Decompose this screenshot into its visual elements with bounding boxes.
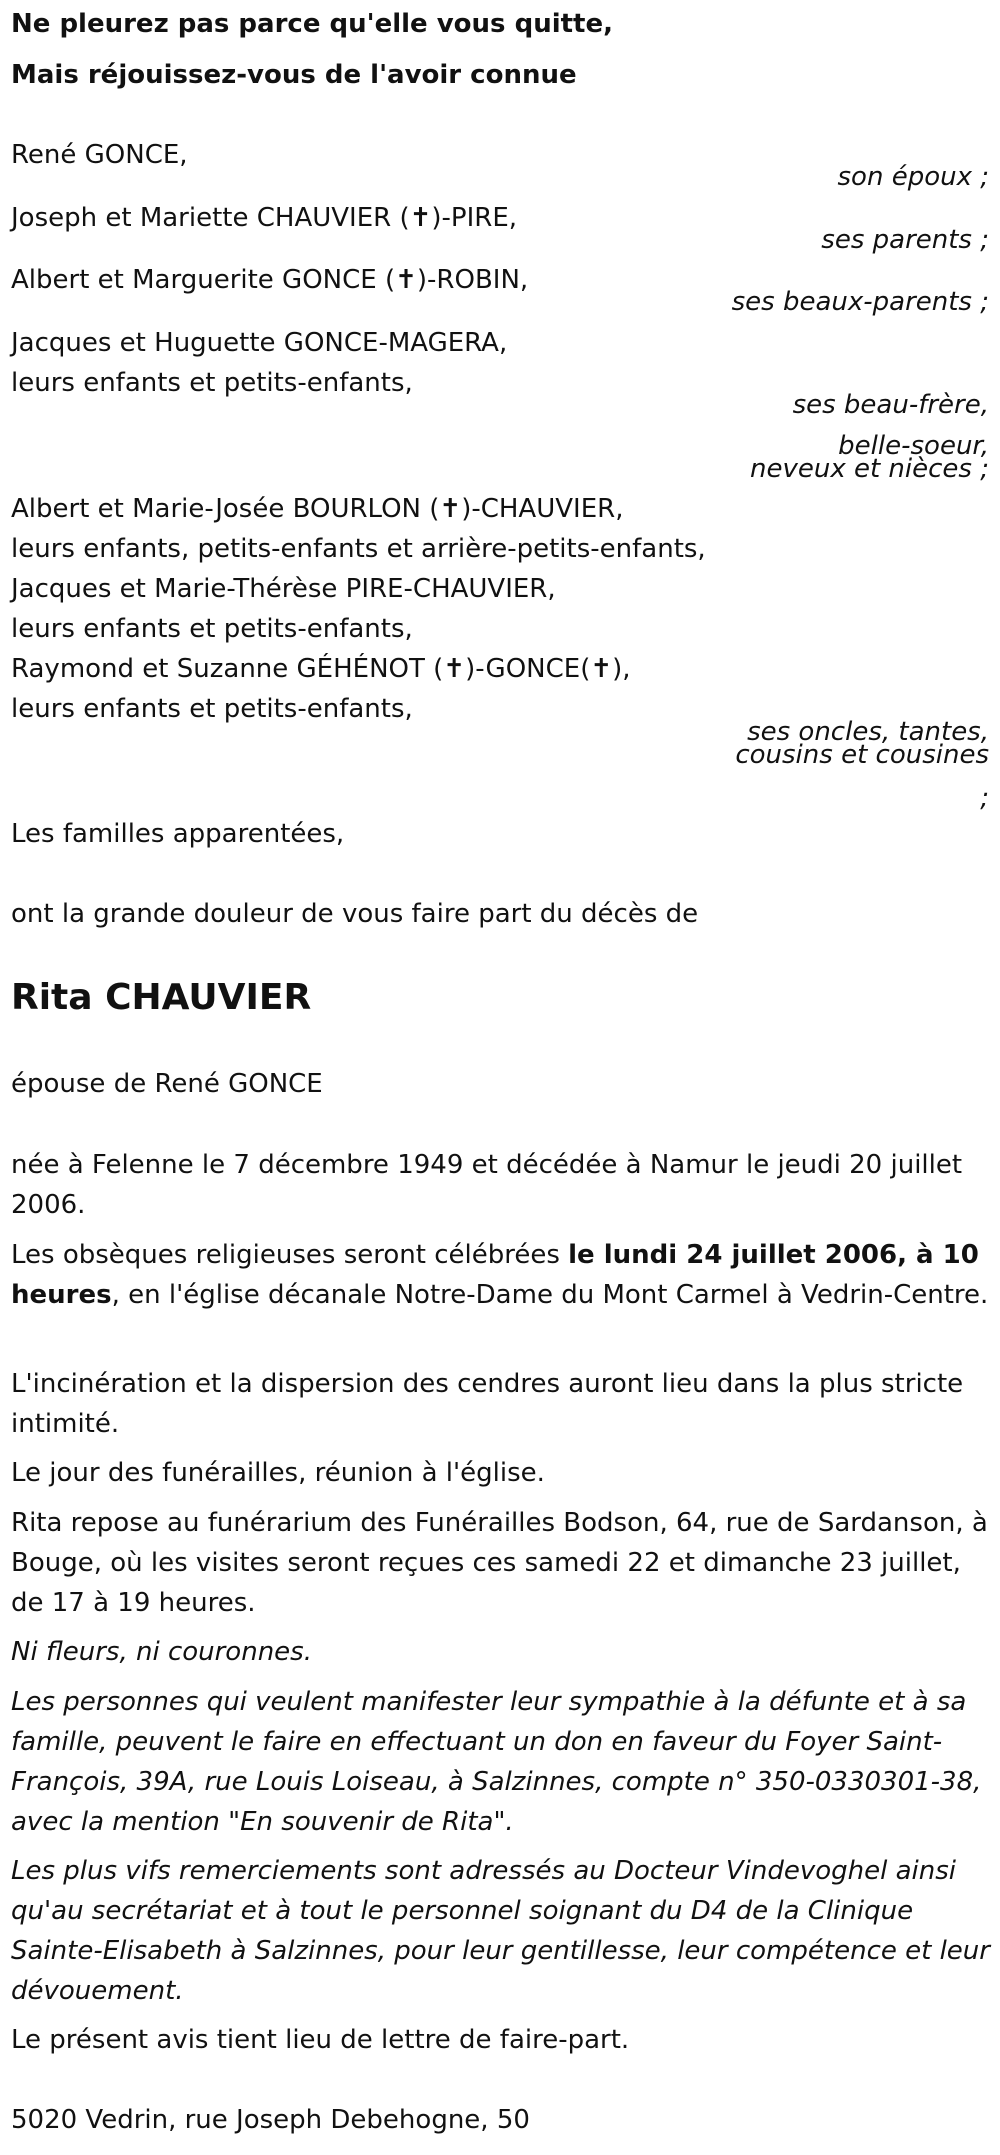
relation-sibling-in-law-1: ses beau-frère, (792, 390, 989, 420)
family-parents-in-law: Albert et Marguerite GONCE (✝)-ROBIN, (11, 265, 529, 295)
notice-statement: Le présent avis tient lieu de lettre de faire-part. (11, 2025, 630, 2055)
no-flowers: Ni fleurs, ni couronnes. (11, 1637, 312, 1667)
family-uncle-3-children: leurs enfants et petits-enfants, (11, 694, 413, 724)
church-meeting: Le jour des funérailles, réunion à l'église. (11, 1458, 545, 1488)
relation-sibling-in-law-3: neveux et nièces ; (749, 454, 989, 484)
relation-uncles-1: ses oncles, tantes, (747, 717, 989, 747)
family-parents: Joseph et Mariette CHAUVIER (✝)-PIRE, (11, 203, 518, 233)
family-uncle-1: Albert et Marie-Josée BOURLON (✝)-CHAUVIER, (11, 494, 624, 524)
funeral-home-info: Rita repose au funérarium des Funérailles Bodson, 64, rue de Sardanson, à Bouge, où les visites seront reçues ces samedi 22 et dimanche 23 juillet, de 17 à 19 heures. (11, 1508, 988, 1618)
family-uncle-1-children: leurs enfants, petits-enfants et arrière-petits-enfants, (11, 534, 706, 564)
relation-parents: ses parents ; (821, 225, 989, 255)
poem-line-1: Ne pleurez pas parce qu'elle vous quitte, (11, 9, 613, 39)
family-uncle-2-children: leurs enfants et petits-enfants, (11, 614, 413, 644)
relation-uncles-3: ; (980, 783, 989, 813)
relation-sibling-in-law-2: belle-soeur, (838, 431, 989, 461)
funeral-text-pre: Les obsèques religieuses seront célébrées (11, 1240, 569, 1270)
deceased-spouse: épouse de René GONCE (11, 1069, 323, 1099)
family-uncle-2: Jacques et Marie-Thérèse PIRE-CHAUVIER, (11, 574, 556, 604)
relation-spouse: son époux ; (837, 162, 989, 192)
donation-info: Les personnes qui veulent manifester leur sympathie à la défunte et à sa famille, peuvent le faire en effectuant un don en faveur du Foyer Saint-François, 39A, rue Louis Loiseau, à Salzinnes, compte n° 350-0330301-38, avec la mention "En souvenir de Rita". (11, 1687, 982, 1837)
birth-death-info: née à Felenne le 7 décembre 1949 et décédée à Namur le jeudi 20 juillet 2006. (11, 1150, 963, 1220)
relation-uncles-2: cousins et cousines (735, 740, 989, 770)
family-relatives: Les familles apparentées, (11, 819, 345, 849)
deceased-name: Rita CHAUVIER (11, 977, 312, 1018)
family-address: 5020 Vedrin, rue Joseph Debehogne, 50 (11, 2105, 530, 2135)
family-sibling-in-law-children: leurs enfants et petits-enfants, (11, 368, 413, 398)
acknowledgements: Les plus vifs remerciements sont adressés au Docteur Vindevoghel ainsi qu'au secrétariat et à tout le personnel soignant du D4 de la Clinique Sainte-Elisabeth à Salzinnes, pour leur gentillesse, leur compétence et leur dévouement. (11, 1856, 990, 2006)
poem-line-2: Mais réjouissez-vous de l'avoir connue (11, 60, 577, 90)
family-uncle-3: Raymond et Suzanne GÉHÉNOT (✝)-GONCE(✝), (11, 654, 631, 684)
family-spouse: René GONCE, (11, 140, 188, 170)
funeral-info (11, 1235, 991, 1315)
announcement: ont la grande douleur de vous faire part du décès de (11, 899, 699, 929)
funeral-text-post: , en l'église décanale Notre-Dame du Mont Carmel à Vedrin-Centre. (111, 1280, 989, 1310)
funeral-date: le lundi 24 juillet 2006, à 10 heures (11, 1240, 979, 1310)
relation-parents-in-law: ses beaux-parents ; (731, 287, 989, 317)
family-sibling-in-law: Jacques et Huguette GONCE-MAGERA, (11, 328, 508, 358)
cremation-info: L'incinération et la dispersion des cendres auront lieu dans la plus stricte intimité. (11, 1369, 964, 1439)
